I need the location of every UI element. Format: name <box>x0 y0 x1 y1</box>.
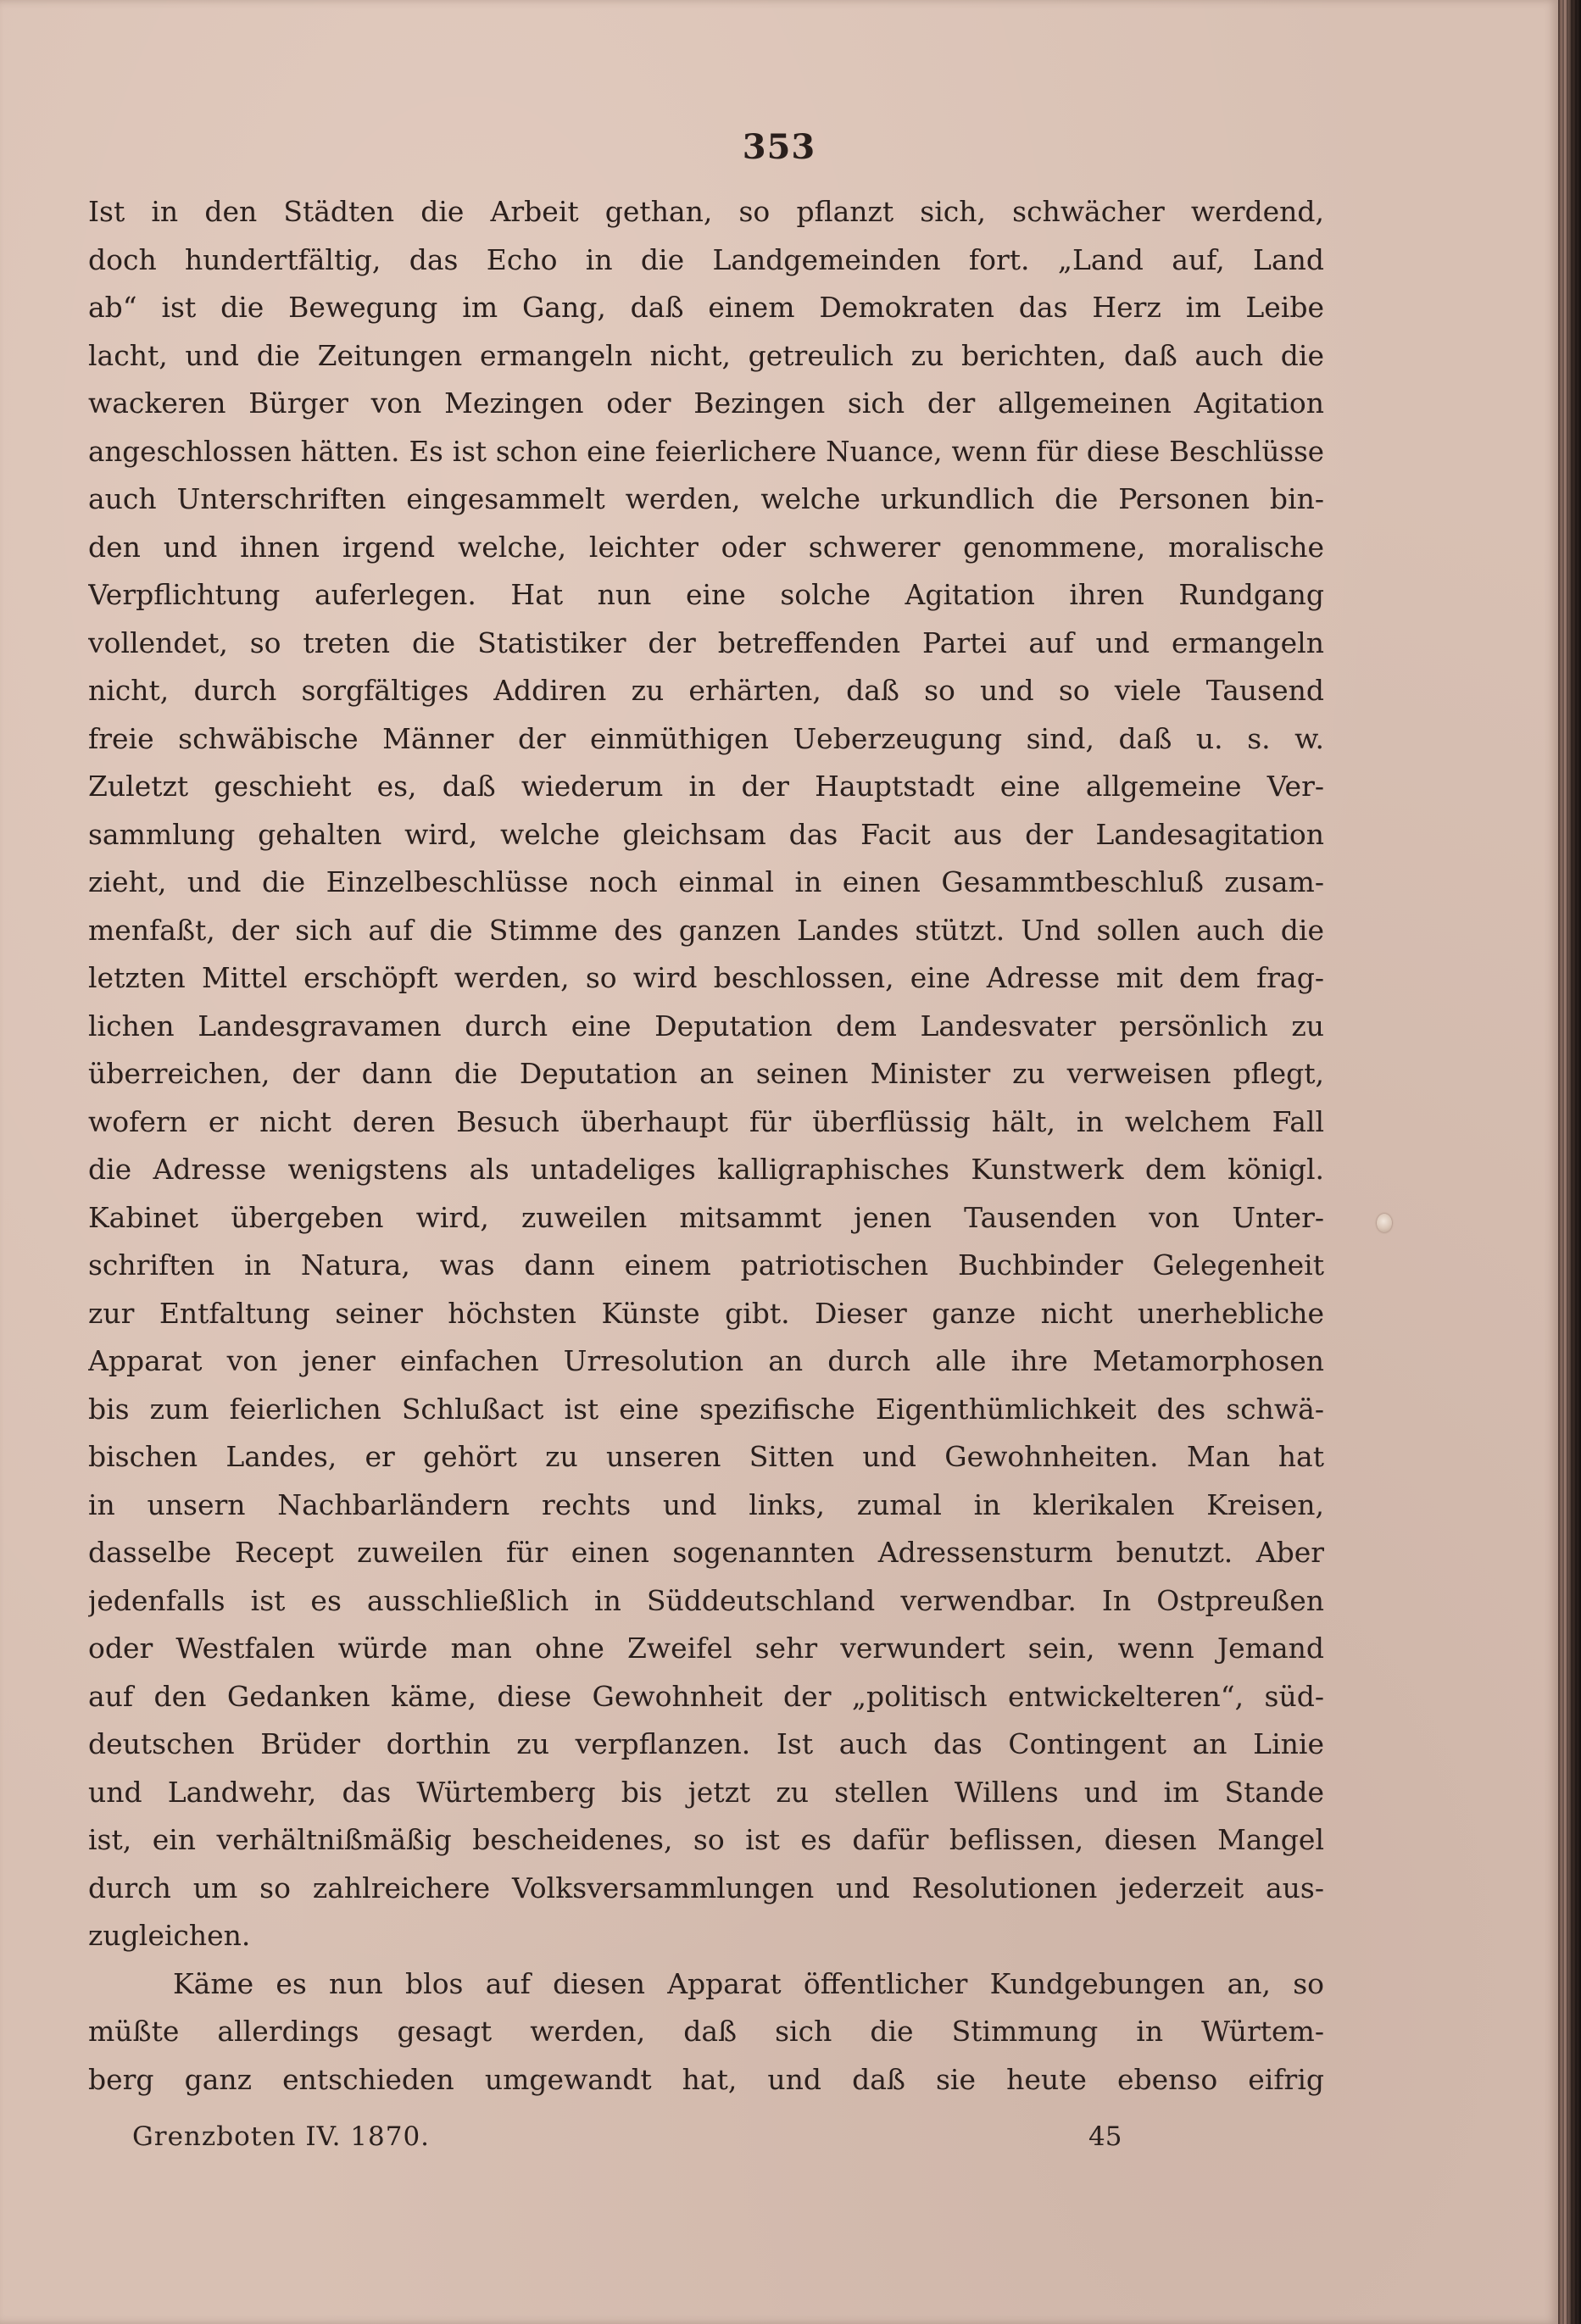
text-line: oder Westfalen würde man ohne Zweifel sehr verwundert sein, wenn Jemand <box>88 1632 1324 1665</box>
text-line: sammlung gehalten wird, welche gleichsam das Facit aus der Landesagitation <box>88 817 1324 851</box>
text-line: wackeren Bürger von Mezingen oder Bezingen sich der allgemeinen Agitation <box>88 386 1324 420</box>
text-line: in unsern Nachbarländern rechts und links, zumal in klerikalen Kreisen, <box>88 1487 1324 1521</box>
text-line: überreichen, der dann die Deputation an seinen Minister zu verweisen pflegt, <box>88 1057 1324 1090</box>
text-line: freie schwäbische Männer der einmüthigen Ueberzeugung sind, daß u. s. w. <box>88 721 1324 755</box>
text-line: lacht, und die Zeitungen ermangeln nicht, getreulich zu berichten, daß auch die <box>88 338 1324 372</box>
text-line: deutschen Brüder dorthin zu verpflanzen. Ist auch das Contingent an Linie <box>88 1727 1324 1760</box>
text-line: menfaßt, der sich auf die Stimme des ganzen Landes stützt. Und sollen auch die <box>88 913 1324 947</box>
text-line: Apparat von jener einfachen Urresolution an durch alle ihre Metamorphosen <box>88 1344 1324 1377</box>
text-line: durch um so zahlreichere Volksversammlungen und Resolutionen jederzeit aus- <box>88 1871 1324 1904</box>
text-line: zur Entfaltung seiner höchsten Künste gibt. Dieser ganze nicht unerhebliche <box>88 1296 1324 1330</box>
paper-blemish <box>1377 1214 1392 1232</box>
text-line: jedenfalls ist es ausschließlich in Süddeutschland verwendbar. In Ostpreußen <box>88 1583 1324 1617</box>
text-line: doch hundertfältig, das Echo in die Landgemeinden fort. „Land auf, Land <box>88 242 1324 276</box>
text-line: zieht, und die Einzelbeschlüsse noch einmal in einen Gesammtbeschluß zusam- <box>88 865 1324 898</box>
text-line: ist, ein verhältnißmäßig bescheidenes, so ist es dafür beflissen, diesen Mangel <box>88 1823 1324 1856</box>
body-text <box>88 188 1324 2104</box>
text-line: zugleichen. <box>88 1919 251 1952</box>
text-line: wofern er nicht deren Besuch überhaupt für überflüssig hält, in welchem Fall <box>88 1104 1324 1138</box>
page-edge-texture <box>1558 0 1581 2324</box>
text-line: bis zum feierlichen Schlußact ist eine spezifische Eigenthümlichkeit des schwä- <box>88 1392 1324 1426</box>
footer-signature: Grenzboten IV. 1870. <box>132 2121 431 2152</box>
text-line: Zuletzt geschieht es, daß wiederum in der Hauptstadt eine allgemeine Ver- <box>88 770 1324 803</box>
footer-sheet-number: 45 <box>1088 2121 1122 2152</box>
page-footer <box>132 2121 1319 2164</box>
text-line: dasselbe Recept zuweilen für einen sogenannten Adressensturm benutzt. Aber <box>88 1536 1324 1569</box>
text-line: berg ganz entschieden umgewandt hat, und daß sie heute ebenso eifrig <box>88 2062 1324 2096</box>
text-line: auch Unterschriften eingesammelt werden, welche urkundlich die Personen bin- <box>88 482 1324 515</box>
text-line: müßte allerdings gesagt werden, daß sich die Stimmung in Würtem- <box>88 2015 1324 2048</box>
text-line: letzten Mittel erschöpft werden, so wird beschlossen, eine Adresse mit dem frag- <box>88 961 1324 994</box>
page-number: 353 <box>742 127 816 167</box>
text-line: auf den Gedanken käme, diese Gewohnheit der „politisch entwickelteren“, süd- <box>88 1679 1324 1713</box>
text-line: schriften in Natura, was dann einem patriotischen Buchbinder Gelegenheit <box>88 1248 1324 1282</box>
text-line: angeschlossen hätten. Es ist schon eine feierlichere Nuance, wenn für diese Beschlüsse <box>88 435 1324 468</box>
text-line: nicht, durch sorgfältiges Addiren zu erhärten, daß so und so viele Tausend <box>88 674 1324 707</box>
text-line: den und ihnen irgend welche, leichter oder schwerer genommene, moralische <box>88 530 1324 564</box>
text-line: Käme es nun blos auf diesen Apparat öffentlicher Kundgebungen an, so <box>173 1966 1324 2000</box>
text-line: Verpflichtung auferlegen. Hat nun eine solche Agitation ihren Rundgang <box>88 578 1324 611</box>
text-line: lichen Landesgravamen durch eine Deputation dem Landesvater persönlich zu <box>88 1009 1324 1042</box>
text-line: bischen Landes, er gehört zu unseren Sitten und Gewohnheiten. Man hat <box>88 1440 1324 1473</box>
text-line: ab“ ist die Bewegung im Gang, daß einem Demokraten das Herz im Leibe <box>88 291 1324 324</box>
text-line: vollendet, so treten die Statistiker der betreffenden Partei auf und ermangeln <box>88 625 1324 659</box>
text-line: Ist in den Städten die Arbeit gethan, so pflanzt sich, schwächer werdend, <box>88 195 1324 228</box>
text-line: Kabinet übergeben wird, zuweilen mitsammt jenen Tausenden von Unter- <box>88 1200 1324 1234</box>
text-line: die Adresse wenigstens als untadeliges kalligraphisches Kunstwerk dem königl. <box>88 1153 1324 1186</box>
text-line: und Landwehr, das Würtemberg bis jetzt zu stellen Willens und im Stande <box>88 1775 1324 1809</box>
